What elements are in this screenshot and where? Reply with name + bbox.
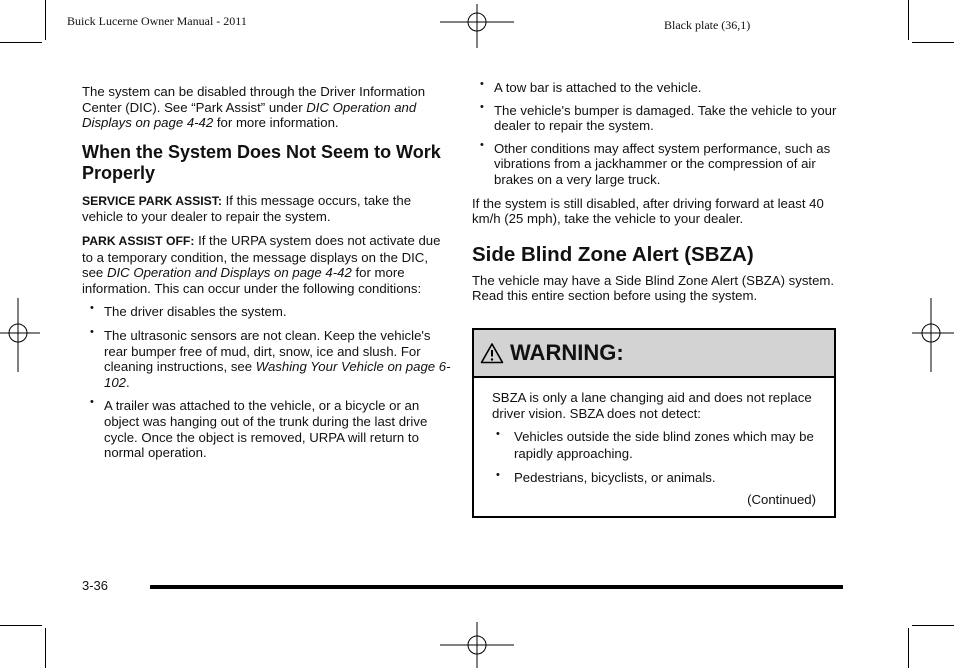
bullet-icon: •	[480, 138, 484, 151]
warning-header	[474, 330, 834, 378]
service-park-assist-paragraph: SERVICE PARK ASSIST: If this message occurs, take the vehicle to your dealer to repair the system.	[82, 192, 412, 225]
list-item: • The driver disables the system.	[90, 302, 287, 320]
bullet-icon: •	[496, 468, 500, 481]
still-disabled-paragraph: If the system is still disabled, after driving forward at least 40 km/h (25 mph), take the vehicle to your dealer.	[472, 195, 824, 227]
park-assist-off-paragraph: PARK ASSIST OFF: If the URPA system does not activate due to a temporary condition, the message displays on the DIC, see DIC Operation and Displays on page 4-42 for more information. This can occur under the following conditions:	[82, 232, 441, 296]
bullet-icon: •	[480, 78, 484, 90]
intro-paragraph: The system can be disabled through the Driver Information Center (DIC). See “Park Assist” under DIC Operation and Displays on page 4-42 for more information.	[82, 84, 426, 131]
footer-rule	[150, 585, 843, 589]
warning-text: SBZA is only a lane changing aid and does not replace driver vision. SBZA does not detect:	[492, 390, 812, 422]
list-item: • A tow bar is attached to the vehicle.	[480, 78, 702, 95]
warning-list	[492, 429, 816, 486]
page-number: 3-36	[82, 578, 109, 593]
warning-title: WARNING:	[510, 340, 624, 365]
warning-triangle-icon	[480, 342, 504, 364]
list-item: • Pedestrians, bicyclists, or animals.	[496, 468, 716, 485]
continued-label: (Continued)	[747, 492, 816, 508]
bullet-icon: •	[90, 325, 94, 338]
condition-list	[82, 304, 452, 460]
condition-list-continued	[472, 80, 842, 188]
dic-reference: DIC Operation and Displays on page 4-42	[106, 265, 352, 281]
right-column	[472, 80, 842, 304]
sbza-intro-paragraph: The vehicle may have a Side Blind Zone Alert (SBZA) system. Read this entire section before using the system.	[472, 272, 835, 304]
registration-mark-right	[912, 298, 954, 372]
header-title: Buick Lucerne Owner Manual - 2011	[67, 14, 247, 28]
left-column	[82, 84, 452, 461]
warning-body	[474, 378, 834, 508]
bullet-icon: •	[90, 396, 94, 409]
dic-reference: DIC Operation and Displays on page 4-42	[82, 99, 417, 131]
registration-mark-top	[440, 4, 514, 48]
washing-reference: Washing Your Vehicle on page 6-102	[104, 359, 451, 390]
section-heading-troubleshoot: When the System Does Not Seem to Work Properly	[82, 141, 441, 183]
bullet-icon: •	[90, 302, 94, 315]
registration-mark-bottom	[440, 622, 514, 668]
warning-box	[472, 328, 836, 518]
list-item: • A trailer was attached to the vehicle, or a bicycle or an object was hanging out of the trunk during the last drive cycle. Once the object is removed, URPA will return to normal operation.	[90, 396, 428, 461]
plate-label: Black plate (36,1)	[664, 18, 751, 32]
list-item: • The vehicle's bumper is damaged. Take the vehicle to your dealer to repair the system.	[480, 100, 837, 134]
registration-mark-left	[0, 298, 40, 372]
bullet-icon: •	[496, 428, 500, 441]
service-park-assist-label: SERVICE PARK ASSIST:	[82, 193, 222, 208]
list-item: • The ultrasonic sensors are not clean. Keep the vehicle's rear bumper free of mud, dirt, snow, ice and slush. For cleaning instructions, see Washing Your Vehicle on page 6-102.	[90, 325, 451, 390]
park-assist-off-label: PARK ASSIST OFF:	[82, 233, 195, 248]
list-item: • Other conditions may affect system performance, such as vibrations from a jackhammer or the compression of air brakes on a very large truck.	[480, 138, 831, 187]
bullet-icon: •	[480, 100, 484, 113]
list-item: • Vehicles outside the side blind zones which may be rapidly approaching.	[496, 428, 814, 461]
section-heading-sbza: Side Blind Zone Alert (SBZA)	[472, 242, 754, 266]
